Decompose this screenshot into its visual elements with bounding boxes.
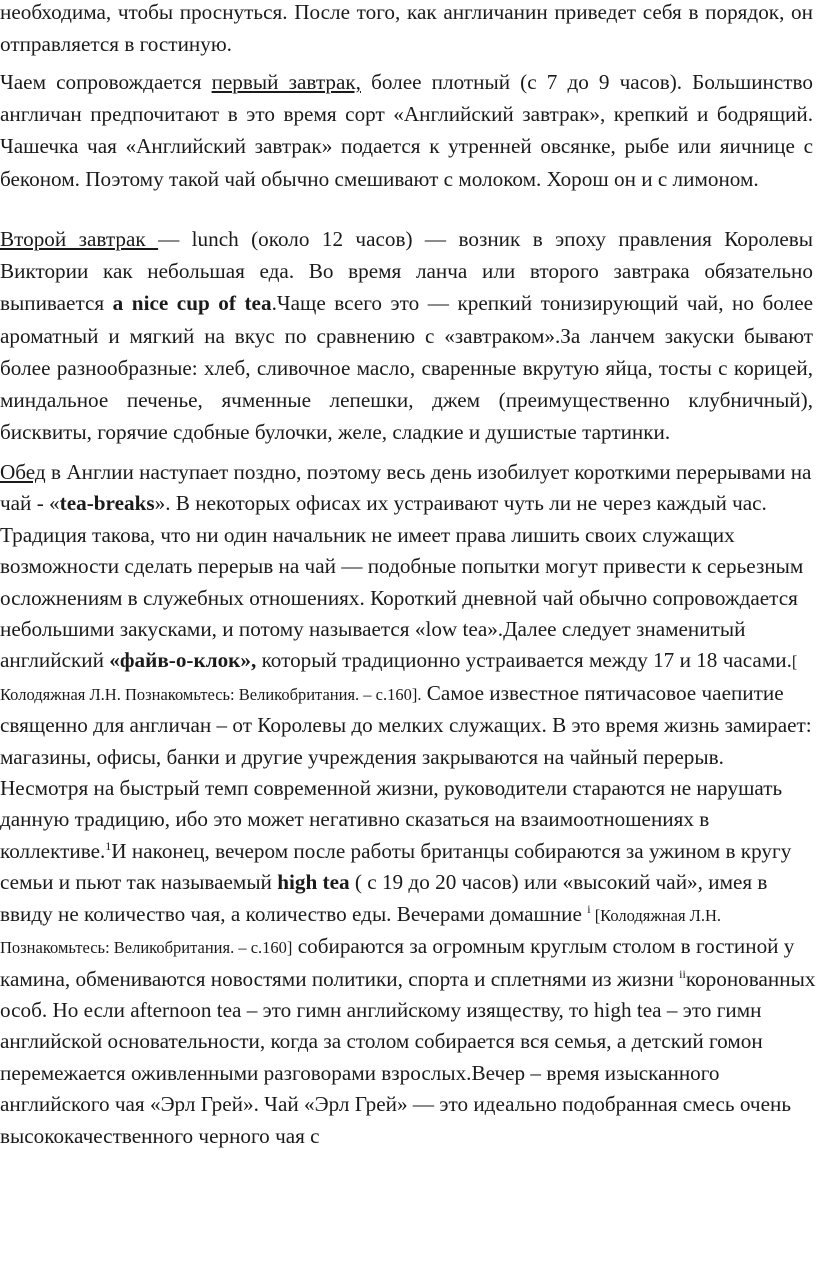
paragraph-intro-text: необходима, чтобы проснуться. После того, как англичанин приведет себя в порядок, он отправляется в гостиную.: [0, 0, 813, 57]
citation: [ Колодяжная Л.Н. Познакомьтесь: Великобритания. – с.160].: [0, 652, 798, 704]
footnote-marker[interactable]: 1: [105, 838, 112, 853]
text-run: в Англии наступает поздно, поэтому весь день изобилует короткими перерывами на чай - «: [0, 460, 812, 516]
footnote-marker[interactable]: ii: [679, 966, 686, 981]
bold-phrase: high tea: [277, 870, 350, 895]
bold-phrase: tea-breaks: [59, 491, 155, 516]
text-run: .Чаще всего это — крепкий тонизирующий чай, но более ароматный и мягкий на вкус по сравнению с «завтраком».За ланчем закуски бывают более разнообразные: хлеб, сливочное масло, сваренные вкрутую яйца, тосты с корицей, миндальное печенье, ячменные лепешки, джем (преимущественно клубничный), бисквиты, горячие сдобные булочки, желе, сладкие и душистые тартинки.: [0, 291, 813, 445]
text-run: Самое известное пятичасовое чаепитие священно для англичан – от Королевы до мелких служащих. В это время жизнь замирает: магазины, офисы, банки и другие учреждения закрываются на чайный перерыв. Несмотря на быстрый темп современной жизни, руководители стараются не нарушать данную традицию, ибо это может негативно сказаться на взаимоотношениях в коллективе.: [0, 680, 812, 863]
dinner-link[interactable]: Обед: [0, 460, 46, 484]
footnote-marker[interactable]: i: [587, 901, 591, 916]
bold-phrase: a nice cup of tea: [112, 291, 272, 316]
bold-phrase: «файв-о-клок»,: [109, 648, 257, 673]
paragraph-lunch: [0, 223, 813, 448]
paragraph-dinner: [0, 457, 816, 1152]
first-breakfast-link[interactable]: первый завтрак,: [211, 70, 361, 94]
text-run: ( с 19 до 20 часов) или «высокий чай», имея в ввиду не количество чая, а количество еды. Вечерами домашние: [0, 870, 768, 926]
paragraph-first-breakfast: [0, 66, 813, 195]
text-run: который традиционно устраивается между 17 и 18 часами.: [256, 648, 792, 673]
text-run: коронованных особ. Но если afternoon tea – это гимн английскому изяществу, то high tea – это гимн английской основательности, когда за столом собирается вся семья, а детский гомон перемежается оживленными разговорами взрослых.Вечер – время изысканного английского чая «Эрл Грей». Чай «Эрл Грей» — это идеально подобранная смесь очень высококачественного черного чая с: [0, 966, 816, 1148]
text-run: ». В некоторых офисах их устраивают чуть ли не через каждый час. Традиция такова, что ни один начальник не имеет права лишить своих служащих возможности сделать перерыв на чай — подобные попытки могут привести к серьезным осложнениям в служебных отношениях. Короткий дневной чай обычно сопровождается небольшими закусками, и потому называется «low tea».Далее следует знаменитый английский: [0, 491, 804, 673]
text-run: собираются за огромным круглым столом в гостиной у камина, обмениваются новостями политики, спорта и сплетнями из жизни: [0, 934, 795, 991]
paragraph-intro: [0, 0, 813, 60]
second-breakfast-link[interactable]: Второй завтрак: [0, 227, 159, 251]
text-run: — lunch (около 12 часов) — возник в эпоху правления Королевы Виктории как небольшая еда. Во время ланча или второго завтрака обязательно выпивается: [0, 227, 814, 316]
text-run: Чаем сопровождается: [0, 70, 212, 94]
citation: [Колодяжная Л.Н. Познакомьтесь: Великобритания. – с.160]: [0, 905, 722, 958]
text-run: более плотный (с 7 до 9 часов). Большинство англичан предпочитают в это время сорт «Английский завтрак», крепкий и бодрящий. Чашечка чая «Английский завтрак» подается к утренней овсянке, рыбе или яичнице с беконом. Поэтому такой чай обычно смешивают с молоком. Хорош он и с лимоном.: [0, 70, 813, 191]
text-run: И наконец, вечером после работы британцы собираются за ужином в кругу семьи и пьют так называемый: [0, 838, 792, 895]
